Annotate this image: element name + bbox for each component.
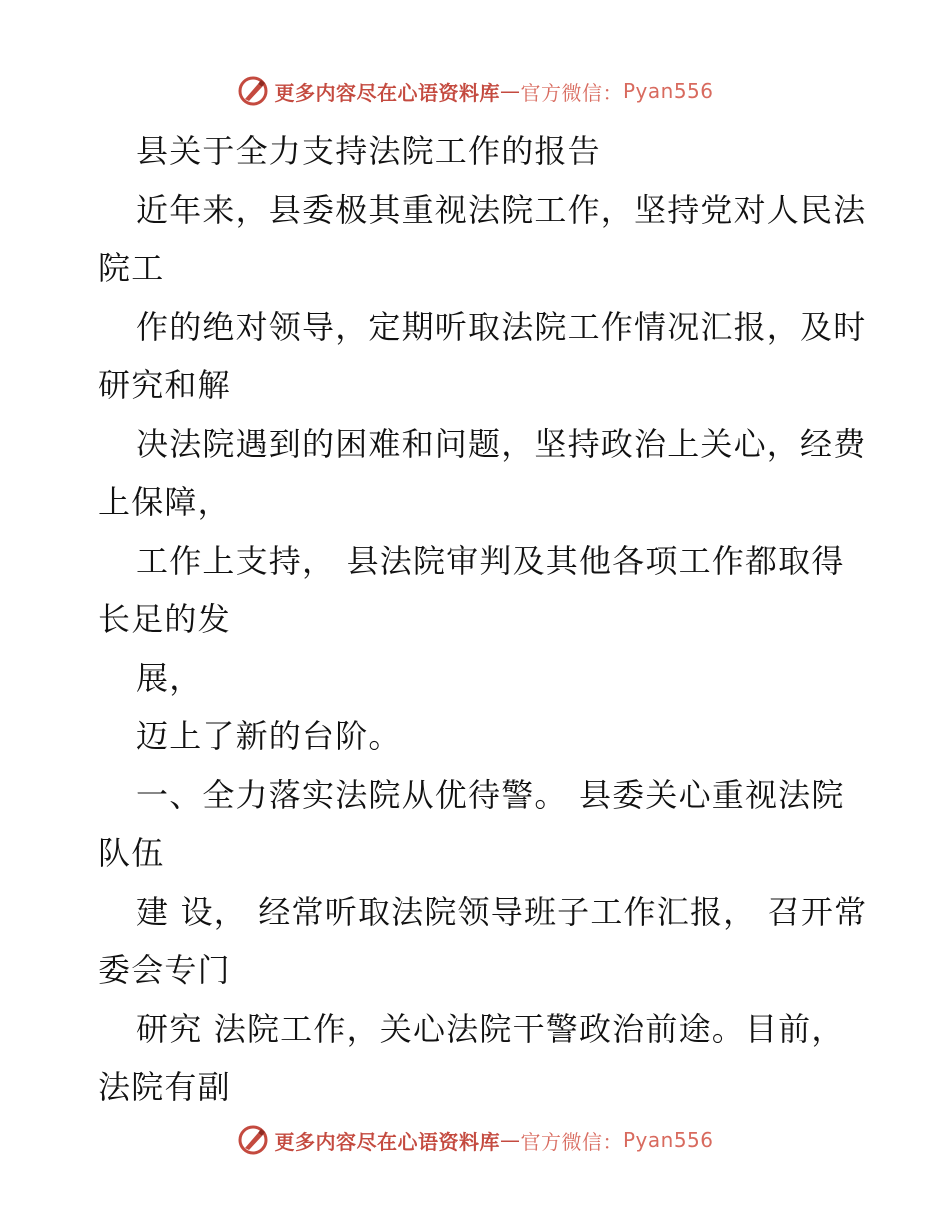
pen-logo-icon [236,1123,270,1157]
footer-wechat-label: 官方微信： [520,1129,623,1154]
paragraph-2: 作的绝对领导，定期听取法院工作情况汇报，及时研究和解 [98,307,867,404]
document-title: 县关于全力支持法院工作的报告 [136,132,601,170]
paragraph-9: 研究 法院工作，关心法院干警政治前途。目前， 法院有副 [98,1009,868,1106]
footer-watermark-banner [0,1120,950,1160]
paragraph-3: 决法院遇到的困难和问题，坚持政治上关心，经费上保障， [98,424,867,521]
paragraph-8: 建 设， 经常听取法院领导班子工作汇报， 召开常委会专门 [98,892,868,989]
header-dash: — [499,79,521,103]
header-wechat-id: Pyan556 [622,79,714,103]
section-one-heading: 一、全力落实法院从优待警。 县委关心重视法院队伍 [98,775,845,872]
footer-wechat-id: Pyan556 [622,1128,714,1152]
paragraph-5: 展， [136,658,203,697]
pen-logo-icon [236,74,270,108]
header-watermark-banner [0,71,950,111]
paragraph-4: 工作上支持， 县法院审判及其他各项工作都取得长足的发 [98,541,845,638]
header-wechat-label: 官方微信： [520,80,623,105]
footer-dash: — [499,1128,521,1152]
footer-site-text: 更多内容尽在心语资料库 [274,1129,500,1154]
header-site-text: 更多内容尽在心语资料库 [274,80,500,105]
paragraph-1: 近年来，县委极其重视法院工作，坚持党对人民法院工 [98,190,867,287]
paragraph-6: 迈上了新的台阶。 [136,717,402,755]
document-body [98,122,868,1117]
